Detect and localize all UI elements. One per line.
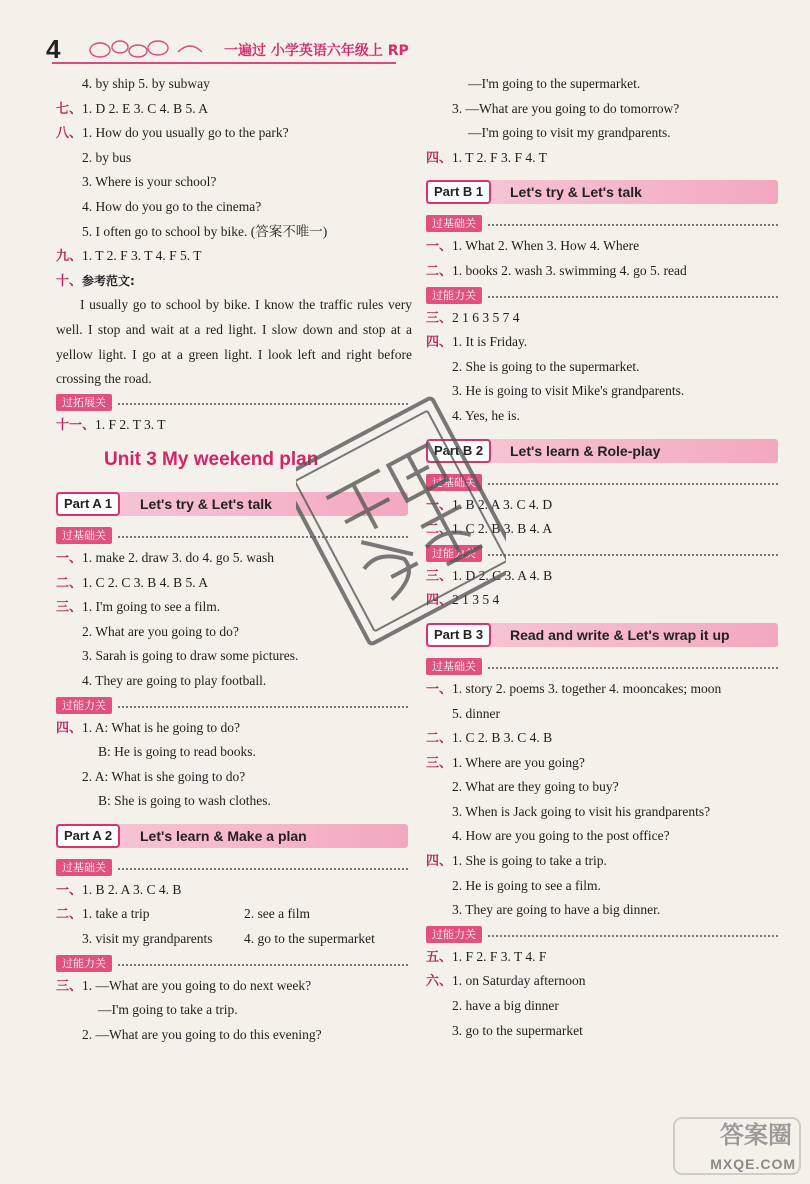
answer-line: 六、1. on Saturday afternoon [426,973,586,990]
answer-line: 3. They are going to have a big dinner. [452,902,661,918]
answer-line: 一、1. B 2. A 3. C 4. D [426,496,553,513]
part-tag: Part B 3 [426,623,491,647]
part-title: Let's try & Let's talk [140,495,272,512]
answer-line: 2. What are they going to buy? [452,779,619,795]
answer-line: 四、1. T 2. F 3. F 4. T [426,149,547,166]
answer-line: —I'm going to take a trip. [98,1002,238,1018]
section-ability: 过能力关 [56,954,412,974]
part-title: Let's try & Let's talk [510,184,642,201]
answer-line: 5. dinner [452,705,500,721]
answer-line: 4. They are going to play football. [82,672,267,688]
answer-line: 2. He is going to see a film. [452,877,601,893]
section-basic: 过基础关 [56,858,412,878]
answer-line: 一、1. make 2. draw 3. do 4. go 5. wash [56,549,274,566]
answer-line: 三、1. —What are you going to do next week? [56,977,312,994]
answer-line: 二、1. take a trip 2. see a film [56,906,310,923]
answer-line: 三、1. I'm going to see a film. [56,599,221,616]
answer-line: 3. visit my grandparents 4. go to the supermarket [82,931,375,947]
answer-line: 十一、1. F 2. T 3. T [56,417,166,434]
answer-line: 二、1. C 2. B 3. B 4. A [426,521,553,538]
answer-line: B: She is going to wash clothes. [98,793,271,809]
part-banner-a2 [56,824,412,850]
answer-line: 2. by bus [82,149,132,165]
answer-line: 四、1. It is Friday. [426,334,528,351]
answer-line: 4. How are you going to the post office? [452,828,670,844]
answer-line: 5. I often go to school by bike. (答案不唯一) [82,223,328,239]
answer-line: 七、1. D 2. E 3. C 4. B 5. A [56,100,209,117]
page-header [46,34,409,70]
answer-line: 一、1. What 2. When 3. How 4. Where [426,238,640,255]
sample-essay: I usually go to school by bike. I know the traffic rules very well. I stop and wait at a red light. I slow down and stop at a yellow light. I go at a green light. I look left and right before crossing the road. [56,297,412,387]
answer-line: B: He is going to read books. [98,744,256,760]
answer-line: 一、1. story 2. poems 3. together 4. mooncakes; moon [426,680,722,697]
answer-line: 3. When is Jack going to visit his grandparents? [452,803,711,819]
section-ability: 过能力关 [426,925,782,945]
section-ability: 过能力关 [56,696,412,716]
section-ability: 过能力关 [426,544,782,564]
answer-line: 3. go to the supermarket [452,1022,583,1038]
answer-line: 2. A: What is she going to do? [82,768,246,784]
part-banner-b1 [426,180,782,206]
section-basic: 过基础关 [426,214,782,234]
answer-line: 3. He is going to visit Mike's grandparents. [452,383,685,399]
page-number: 4 [46,34,61,64]
part-tag: Part A 2 [56,824,120,848]
section-basic: 过基础关 [56,526,412,546]
section-basic: 过基础关 [426,473,782,493]
answer-line: 3. —What are you going to do tomorrow? [452,100,680,116]
section-expand: 过拓展关 [56,393,412,413]
answer-line: 三、1. Where are you going? [426,754,585,771]
section-basic: 过基础关 [426,657,782,677]
answer-line: 二、1. C 2. C 3. B 4. B 5. A [56,574,209,591]
part-title: Let's learn & Make a plan [140,827,307,844]
part-tag: Part B 1 [426,180,491,204]
header-decoration-icon [86,38,206,60]
answer-line: 一、1. B 2. A 3. C 4. B [56,881,182,898]
answer-line: 二、1. books 2. wash 3. swimming 4. go 5. read [426,262,687,279]
answer-line: 十、参考范文: [56,273,135,289]
answer-line: 四、2 1 3 5 4 [426,592,500,609]
header-divider [52,62,396,64]
answer-line: 二、1. C 2. B 3. C 4. B [426,730,553,747]
part-title: Let's learn & Role-play [510,442,661,459]
answer-line: 2. What are you going to do? [82,623,239,639]
book-title: 一遍过 小学英语六年级上 RP [224,43,409,59]
unit-title: Unit 3 My weekend plan [104,448,319,470]
answer-line: 三、2 1 6 3 5 7 4 [426,309,520,326]
answer-line: 2. She is going to the supermarket. [452,358,640,374]
answer-line: 四、1. She is going to take a trip. [426,853,607,870]
part-tag: Part A 1 [56,492,120,516]
answer-line: 2. have a big dinner [452,998,559,1014]
section-ability: 过能力关 [426,286,782,306]
site-logo-url: MXQE.COM [710,1156,796,1172]
answer-line: 四、1. A: What is he going to do? [56,719,241,736]
answer-line: —I'm going to the supermarket. [468,76,641,91]
part-tag: Part B 2 [426,439,491,463]
answer-line: —I'm going to visit my grandparents. [468,125,671,141]
answer-line: 4. Yes, he is. [452,407,520,423]
answer-line: 八、1. How do you usually go to the park? [56,125,289,142]
answer-line: 九、1. T 2. F 3. T 4. F 5. T [56,248,202,265]
site-logo-cn: 答案圈 [720,1121,792,1149]
answer-line: 2. —What are you going to do this evening? [82,1026,322,1042]
answer-line: 4. by ship 5. by subway [82,76,210,91]
part-title: Read and write & Let's wrap it up [510,626,730,643]
answer-line: 五、1. F 2. F 3. T 4. F [426,948,547,965]
stamp-watermark-icon [296,396,506,646]
answer-line: 4. How do you go to the cinema? [82,198,262,214]
answer-line: 3. Sarah is going to draw some pictures. [82,648,299,664]
answer-line: 3. Where is your school? [82,174,217,190]
answer-line: 三、1. D 2. C 3. A 4. B [426,567,553,584]
